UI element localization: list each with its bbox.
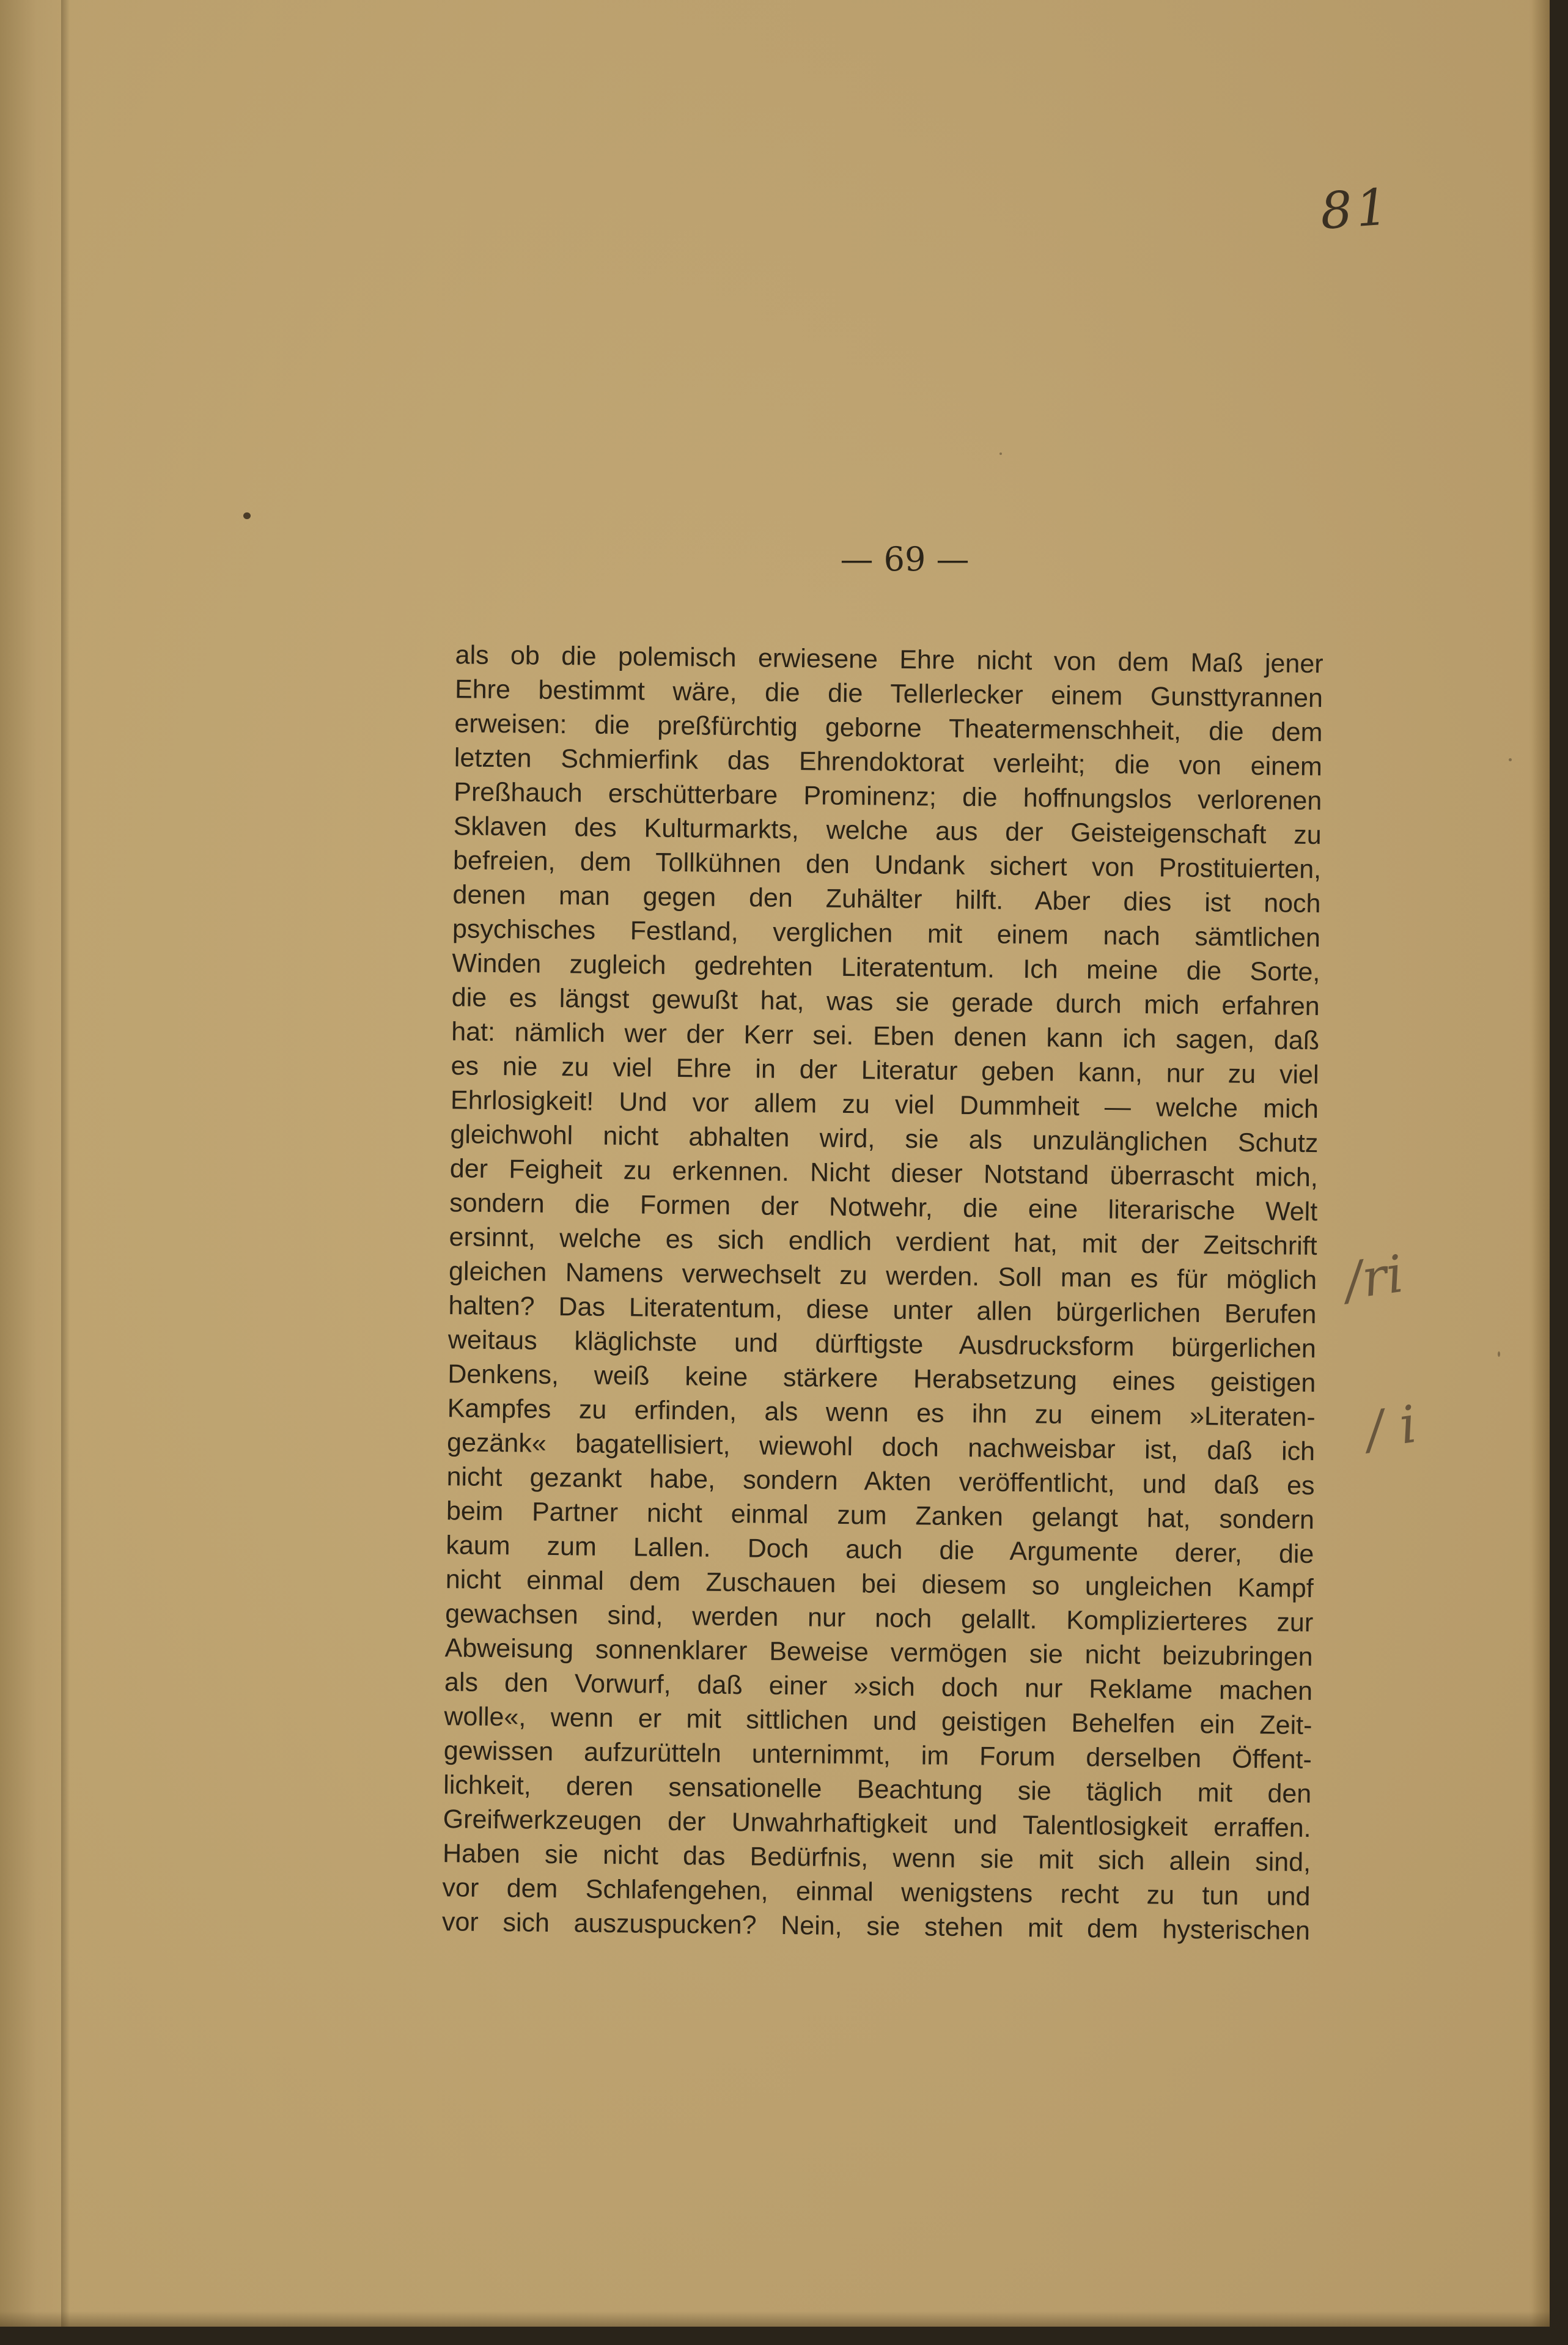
text-line: gewissen aufzurütteln unternimmt, im Forum derselben Öffent-	[443, 1736, 1312, 1775]
text-line: befreien, dem Tollkühnen den Undank sichert von Prostituierten,	[452, 846, 1322, 885]
text-line: nicht einmal dem Zuschauen bei diesem so ungleichen Kampf	[445, 1565, 1314, 1604]
text-line: Haben sie nicht das Bedürfnis, wenn sie mit sich allein sind,	[442, 1839, 1311, 1877]
page-edge-bottom	[0, 2311, 1550, 2327]
text-line: Winden zugleich gedrehten Literatentum. Ich meine die Sorte,	[452, 948, 1320, 988]
text-line: Ehrlosigkeit! Und vor allem zu viel Dummheit — welche mich	[450, 1085, 1319, 1124]
text-line: Kampfes zu erfinden, als wenn es ihn zu einem »Literaten-	[447, 1394, 1316, 1433]
text-line: als den Vorwurf, daß einer »sich doch nur Reklame machen	[444, 1667, 1313, 1707]
text-line: erweisen: die preßfürchtig geborne Theatermenschheit, die dem	[454, 709, 1323, 748]
text-line: denen man gegen den Zuhälter hilft. Aber dies ist noch	[452, 880, 1321, 919]
text-line: vor dem Schlafengehen, einmal wenigstens recht zu tun und	[442, 1873, 1311, 1911]
text-line: ersinnt, welche es sich endlich verdient hat, mit der Zeitschrift	[449, 1222, 1317, 1261]
text-line: vor sich auszuspucken? Nein, sie stehen mit dem hysterischen	[441, 1907, 1311, 1946]
text-line: hat: nämlich wer der Kerr sei. Eben denen kann ich sagen, daß	[451, 1017, 1320, 1056]
margin-annotation: / i	[1362, 1394, 1421, 1461]
text-line: es nie zu viel Ehre in der Literatur geben kann, nur zu viel	[451, 1051, 1319, 1090]
text-line: als ob die polemisch erwiesene Ehre nicht von dem Maß jener	[455, 640, 1323, 679]
text-line: der Feigheit zu erkennen. Nicht dieser Notstand überrascht mich,	[449, 1154, 1319, 1193]
text-line: Ehre bestimmt wäre, die die Tellerlecker einem Gunsttyrannen	[454, 674, 1323, 714]
text-line: Denkens, weiß keine stärkere Herabsetzung eines geistigen	[447, 1359, 1316, 1398]
binding-gutter	[61, 0, 70, 2327]
text-line: psychisches Festland, verglichen mit einem nach sämtlichen	[452, 914, 1321, 953]
text-line: gezänk« bagatellisiert, wiewohl doch nachweisbar ist, daß ich	[446, 1428, 1316, 1467]
text-line: Abweisung sonnenklarer Beweise vermögen sie nicht beizubringen	[444, 1633, 1313, 1672]
text-line: kaum zum Lallen. Doch auch die Argumente derer, die	[446, 1531, 1314, 1570]
text-line: gleichwohl nicht abhalten wird, sie als unzulänglichen Schutz	[450, 1120, 1319, 1159]
archive-folio-number: 81	[1318, 178, 1394, 241]
text-line: halten? Das Literatentum, diese unter allen bürgerlichen Berufen	[448, 1291, 1317, 1330]
text-line: wolle«, wenn er mit sittlichen und geistigen Behelfen ein Zeit-	[444, 1702, 1312, 1741]
paper-speck	[1509, 758, 1512, 761]
margin-annotation: /ri	[1341, 1243, 1407, 1312]
text-line: die es längst gewußt hat, was sie gerade durch mich erfahren	[451, 983, 1320, 1022]
page-number: — 69 —	[840, 540, 970, 578]
page-edge-right	[1531, 0, 1550, 2327]
paper-speck	[243, 512, 251, 519]
text-line: letzten Schmierfink das Ehrendoktorat verleiht; die von einem	[454, 743, 1323, 782]
text-line: weitaus kläglichste und dürftigste Ausdrucksform bürgerlichen	[447, 1325, 1317, 1364]
text-line: nicht gezankt habe, sondern Akten veröffentlicht, und daß es	[446, 1462, 1315, 1501]
text-line: beim Partner nicht einmal zum Zanken gelangt hat, sondern	[446, 1496, 1315, 1535]
text-line: Greifwerkzeugen der Unwahrhaftigkeit und Talentlosigkeit erraffen.	[443, 1804, 1311, 1844]
text-line: Sklaven des Kulturmarkts, welche aus der Geisteigenschaft zu	[453, 811, 1322, 851]
paper-speck	[999, 452, 1002, 455]
text-line: gleichen Namens verwechselt zu werden. Soll man es für möglich	[448, 1257, 1317, 1296]
text-line: gewachsen sind, werden nur noch gelallt. Komplizierteres zur	[445, 1599, 1314, 1638]
text-line: Preßhauch erschütterbare Prominenz; die hoffnungslos verlorenen	[454, 777, 1322, 816]
text-line: sondern die Formen der Notwehr, die eine literarische Welt	[449, 1188, 1318, 1227]
text-line: lichkeit, deren sensationelle Beachtung sie täglich mit den	[443, 1770, 1312, 1809]
paper-speck	[1498, 1351, 1500, 1357]
